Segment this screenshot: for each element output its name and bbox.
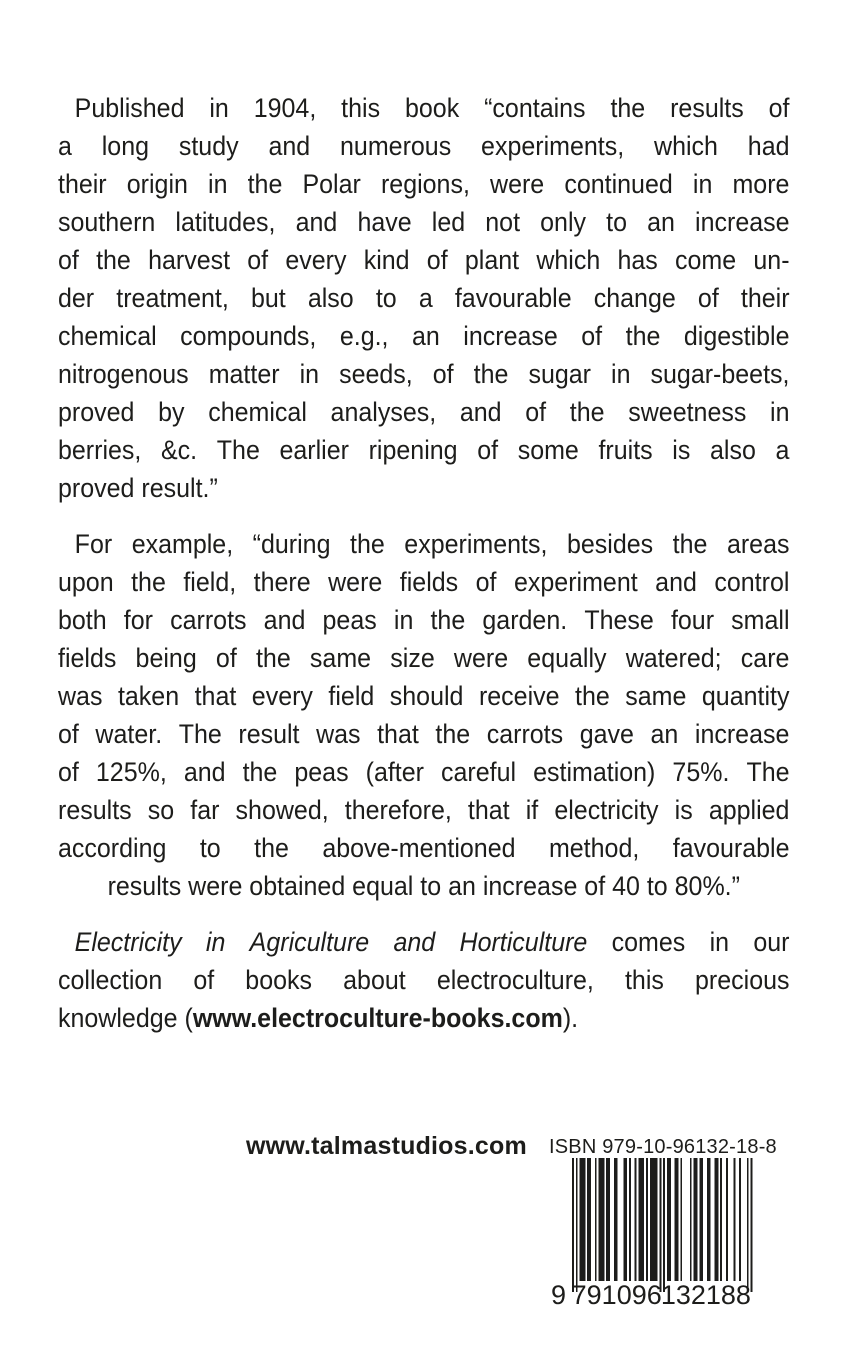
publisher-url: www.talmastudios.com (246, 1132, 527, 1160)
text-line: knowledge (www.electroculture-books.com). (58, 1003, 579, 1033)
body-text (58, 89, 790, 1055)
text-line: chemical compounds, e.g., an increase of the digestible (58, 321, 790, 351)
text-line: proved by chemical analyses, and of the sweetness in (58, 397, 790, 427)
paragraph (58, 525, 790, 905)
text-line: For example, “during the experiments, besides the areas (74, 529, 790, 559)
text-line: berries, &c. The earlier ripening of some fruits is also a (58, 435, 790, 465)
isbn-label: ISBN 979-10-96132-18-8 (549, 1136, 777, 1158)
paragraph (58, 89, 790, 507)
barcode-digits-right: 132188 (660, 1280, 751, 1310)
barcode-digit-lead: 9 (551, 1280, 567, 1310)
text-line: a long study and numerous experiments, which had (58, 131, 790, 161)
text-line: southern latitudes, and have led not only to an increase (58, 207, 790, 237)
text-line: of water. The result was that the carrots gave an increase (58, 719, 790, 749)
paragraph (58, 923, 790, 1037)
text-line: upon the field, there were fields of experiment and control (58, 567, 790, 597)
barcode-svg (551, 1158, 761, 1310)
text-line: results were obtained equal to an increase of 40 to 80%.” (107, 871, 740, 901)
ean13-barcode (551, 1158, 761, 1310)
text-line: of 125%, and the peas (after careful estimation) 75%. The (58, 757, 790, 787)
text-line: nitrogenous matter in seeds, of the sugar in sugar-beets, (58, 359, 790, 389)
text-line: der treatment, but also to a favourable change of their (58, 283, 790, 313)
text-line: fields being of the same size were equally watered; care (58, 643, 790, 673)
text-line: their origin in the Polar regions, were continued in more (58, 169, 790, 199)
text-line: of the harvest of every kind of plant which has come un- (58, 245, 790, 275)
text-line: collection of books about electroculture, this precious (58, 965, 790, 995)
text-line: was taken that every field should receive the same quantity (58, 681, 790, 711)
text-line: both for carrots and peas in the garden. These four small (58, 605, 790, 635)
barcode-digits-left: 791096 (571, 1280, 662, 1310)
text-line: Electricity in Agriculture and Horticulture comes in our (74, 927, 790, 957)
text-line: according to the above-mentioned method, favourable (58, 833, 790, 863)
text-line: proved result.” (58, 473, 218, 503)
text-line: results so far showed, therefore, that if electricity is applied (58, 795, 790, 825)
text-line: Published in 1904, this book “contains the results of (74, 93, 790, 123)
